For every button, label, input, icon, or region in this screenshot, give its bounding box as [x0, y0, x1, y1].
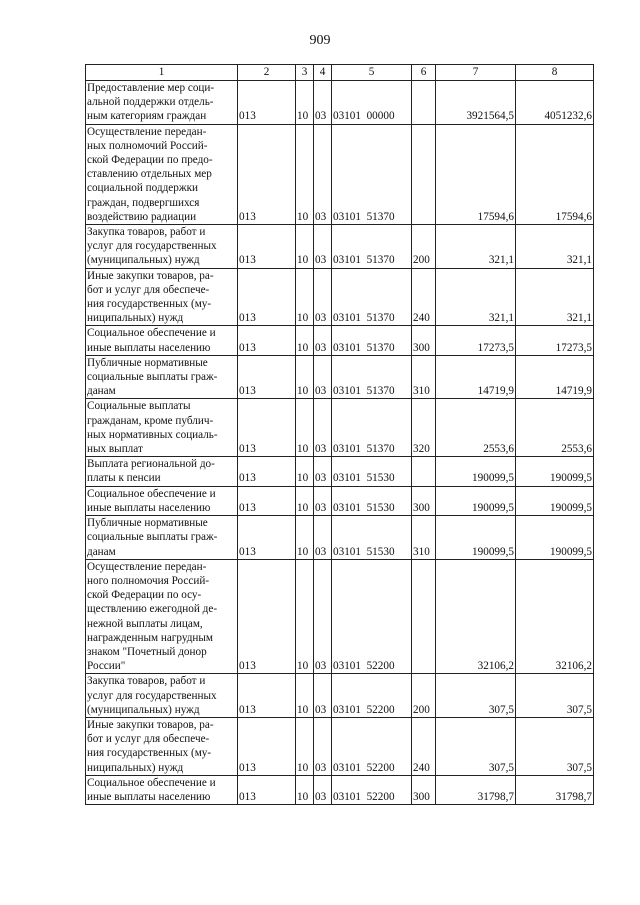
table-row — [86, 674, 594, 718]
target-article-cell: 03101 51370 — [332, 268, 412, 326]
amount-year1-cell: 307,5 — [436, 674, 516, 718]
target-article-cell: 03101 00000 — [332, 81, 412, 125]
admin-code-cell: 013 — [238, 717, 296, 775]
subsection-cell: 03 — [314, 516, 332, 560]
description-line: социальной поддержки — [87, 182, 199, 195]
description-line: услуг для государственных — [87, 240, 217, 253]
description-line: Иные закупки товаров, ра- — [87, 718, 214, 731]
amount-year1-cell: 3921564,5 — [436, 81, 516, 125]
table-row — [86, 775, 594, 804]
description-cell — [86, 457, 238, 486]
section-cell: 10 — [296, 775, 314, 804]
description-line: Социальные выплаты — [87, 400, 191, 413]
table-row — [86, 717, 594, 775]
header-col-1: 1 — [86, 65, 238, 81]
section-cell: 10 — [296, 399, 314, 457]
expense-type-cell: 300 — [412, 486, 436, 515]
description-line: бот и услуг для обеспече- — [87, 283, 210, 296]
target-article-cell: 03101 51370 — [332, 225, 412, 269]
description-line: нежной выплаты лицам, — [87, 617, 203, 630]
amount-year1-cell: 2553,6 — [436, 399, 516, 457]
expense-type-cell — [412, 559, 436, 674]
description-cell — [86, 559, 238, 674]
description-line: ния государственных (му- — [87, 747, 212, 760]
subsection-cell: 03 — [314, 225, 332, 269]
admin-code-cell: 013 — [238, 81, 296, 125]
description-line: социальные выплаты граж- — [87, 531, 218, 544]
description-line: иные выплаты населению — [87, 341, 211, 354]
amount-year2-cell: 2553,6 — [516, 399, 594, 457]
description-line: Социальное обеспечение и — [87, 487, 216, 500]
table-row — [86, 124, 594, 224]
page-number: 909 — [309, 33, 331, 48]
description-cell — [86, 225, 238, 269]
expense-type-cell: 200 — [412, 674, 436, 718]
description-line: ниципальных) нужд — [87, 761, 184, 774]
amount-year2-cell: 190099,5 — [516, 457, 594, 486]
description-cell — [86, 355, 238, 399]
section-cell: 10 — [296, 225, 314, 269]
target-article-cell: 03101 52200 — [332, 775, 412, 804]
description-line: ставлению отдельных мер — [87, 168, 212, 181]
description-line: ской Федерации по осу- — [87, 589, 202, 602]
amount-year1-cell: 31798,7 — [436, 775, 516, 804]
amount-year1-cell: 321,1 — [436, 225, 516, 269]
table-row — [86, 399, 594, 457]
description-line: иные выплаты населению — [87, 790, 211, 803]
expense-type-cell: 200 — [412, 225, 436, 269]
description-line: иные выплаты населению — [87, 501, 211, 514]
amount-year2-cell: 321,1 — [516, 225, 594, 269]
section-cell: 10 — [296, 81, 314, 125]
header-col-6: 6 — [412, 65, 436, 81]
table-row — [86, 225, 594, 269]
description-cell — [86, 516, 238, 560]
header-col-8: 8 — [516, 65, 594, 81]
table-header — [86, 65, 594, 81]
section-cell: 10 — [296, 326, 314, 355]
admin-code-cell: 013 — [238, 516, 296, 560]
target-article-cell: 03101 51530 — [332, 457, 412, 486]
target-article-cell: 03101 51370 — [332, 124, 412, 224]
description-line: Закупка товаров, работ и — [87, 226, 206, 239]
description-line: ществлению ежегодной де- — [87, 603, 218, 616]
section-cell: 10 — [296, 355, 314, 399]
section-cell: 10 — [296, 457, 314, 486]
description-line: ным категориям граждан — [87, 110, 207, 123]
description-line: знаком "Почетный донор — [87, 645, 207, 658]
header-col-5: 5 — [332, 65, 412, 81]
description-line: социальные выплаты граж- — [87, 371, 218, 384]
header-row — [86, 65, 594, 81]
description-line: Осуществление передан- — [87, 125, 207, 138]
description-line: (муниципальных) нужд — [87, 703, 200, 716]
table-row — [86, 326, 594, 355]
description-cell — [86, 674, 238, 718]
subsection-cell: 03 — [314, 326, 332, 355]
description-line: России" — [87, 660, 126, 673]
amount-year1-cell: 17594,6 — [436, 124, 516, 224]
description-line: воздействию радиации — [87, 210, 197, 223]
expense-type-cell: 300 — [412, 326, 436, 355]
description-line: граждан, подвергшихся — [87, 196, 200, 209]
description-line: бот и услуг для обеспече- — [87, 733, 210, 746]
table-row — [86, 268, 594, 326]
amount-year2-cell: 17594,6 — [516, 124, 594, 224]
amount-year1-cell: 190099,5 — [436, 486, 516, 515]
amount-year1-cell: 190099,5 — [436, 516, 516, 560]
budget-table — [85, 64, 594, 805]
subsection-cell: 03 — [314, 674, 332, 718]
amount-year1-cell: 190099,5 — [436, 457, 516, 486]
section-cell: 10 — [296, 717, 314, 775]
section-cell: 10 — [296, 124, 314, 224]
description-cell — [86, 326, 238, 355]
amount-year2-cell: 321,1 — [516, 268, 594, 326]
target-article-cell: 03101 51530 — [332, 486, 412, 515]
description-line: услуг для государственных — [87, 689, 217, 702]
section-cell: 10 — [296, 674, 314, 718]
description-line: (муниципальных) нужд — [87, 254, 200, 267]
subsection-cell: 03 — [314, 124, 332, 224]
header-col-7: 7 — [436, 65, 516, 81]
admin-code-cell: 013 — [238, 775, 296, 804]
description-line: данам — [87, 385, 116, 398]
description-line: гражданам, кроме публич- — [87, 414, 214, 427]
target-article-cell: 03101 51370 — [332, 355, 412, 399]
expense-type-cell — [412, 124, 436, 224]
description-line: ных нормативных социаль- — [87, 428, 218, 441]
admin-code-cell: 013 — [238, 268, 296, 326]
subsection-cell: 03 — [314, 717, 332, 775]
description-line: данам — [87, 545, 116, 558]
description-line: награжденным нагрудным — [87, 631, 214, 644]
description-cell — [86, 399, 238, 457]
target-article-cell: 03101 52200 — [332, 717, 412, 775]
admin-code-cell: 013 — [238, 355, 296, 399]
amount-year2-cell: 14719,9 — [516, 355, 594, 399]
expense-type-cell: 310 — [412, 516, 436, 560]
description-line: ской Федерации по предо- — [87, 154, 213, 167]
description-line: Выплата региональной до- — [87, 458, 215, 471]
admin-code-cell: 013 — [238, 457, 296, 486]
table-row — [86, 486, 594, 515]
subsection-cell: 03 — [314, 486, 332, 515]
amount-year2-cell: 190099,5 — [516, 516, 594, 560]
expense-type-cell: 240 — [412, 268, 436, 326]
target-article-cell: 03101 52200 — [332, 674, 412, 718]
description-cell — [86, 124, 238, 224]
subsection-cell: 03 — [314, 268, 332, 326]
section-cell: 10 — [296, 268, 314, 326]
description-line: Предоставление мер соци- — [87, 82, 215, 94]
description-line: Социальное обеспечение и — [87, 776, 216, 789]
target-article-cell: 03101 52200 — [332, 559, 412, 674]
amount-year2-cell: 307,5 — [516, 674, 594, 718]
expense-type-cell: 240 — [412, 717, 436, 775]
amount-year1-cell: 17273,5 — [436, 326, 516, 355]
admin-code-cell: 013 — [238, 225, 296, 269]
expense-type-cell: 310 — [412, 355, 436, 399]
description-line: альной поддержки отдель- — [87, 96, 214, 109]
description-line: ниципальных) нужд — [87, 312, 184, 325]
description-line: ных полномочий Россий- — [87, 139, 208, 152]
amount-year2-cell: 4051232,6 — [516, 81, 594, 125]
subsection-cell: 03 — [314, 399, 332, 457]
description-line: Закупка товаров, работ и — [87, 675, 206, 688]
description-line: Иные закупки товаров, ра- — [87, 269, 214, 282]
section-cell: 10 — [296, 486, 314, 515]
admin-code-cell: 013 — [238, 399, 296, 457]
expense-type-cell: 320 — [412, 399, 436, 457]
description-cell — [86, 268, 238, 326]
header-col-4: 4 — [314, 65, 332, 81]
target-article-cell: 03101 51370 — [332, 326, 412, 355]
description-line: платы к пенсии — [87, 472, 161, 485]
amount-year2-cell: 32106,2 — [516, 559, 594, 674]
table-row — [86, 81, 594, 125]
amount-year2-cell: 307,5 — [516, 717, 594, 775]
admin-code-cell: 013 — [238, 674, 296, 718]
table-row — [86, 355, 594, 399]
description-line: ного полномочия Россий- — [87, 574, 210, 587]
description-line: Публичные нормативные — [87, 356, 208, 369]
target-article-cell: 03101 51370 — [332, 399, 412, 457]
admin-code-cell: 013 — [238, 124, 296, 224]
table-body — [86, 81, 594, 805]
admin-code-cell: 013 — [238, 559, 296, 674]
target-article-cell: 03101 51530 — [332, 516, 412, 560]
subsection-cell: 03 — [314, 775, 332, 804]
description-line: ния государственных (му- — [87, 298, 212, 311]
expense-type-cell — [412, 81, 436, 125]
amount-year2-cell: 17273,5 — [516, 326, 594, 355]
description-line: ных выплат — [87, 443, 143, 456]
amount-year1-cell: 307,5 — [436, 717, 516, 775]
section-cell: 10 — [296, 516, 314, 560]
expense-type-cell — [412, 457, 436, 486]
amount-year1-cell: 321,1 — [436, 268, 516, 326]
amount-year2-cell: 190099,5 — [516, 486, 594, 515]
header-col-3: 3 — [296, 65, 314, 81]
expense-type-cell: 300 — [412, 775, 436, 804]
subsection-cell: 03 — [314, 355, 332, 399]
admin-code-cell: 013 — [238, 326, 296, 355]
description-cell — [86, 775, 238, 804]
description-line: Осуществление передан- — [87, 560, 207, 573]
amount-year2-cell: 31798,7 — [516, 775, 594, 804]
description-line: Социальное обеспечение и — [87, 327, 216, 340]
description-line: Публичные нормативные — [87, 517, 208, 530]
header-col-2: 2 — [238, 65, 296, 81]
amount-year1-cell: 32106,2 — [436, 559, 516, 674]
amount-year1-cell: 14719,9 — [436, 355, 516, 399]
subsection-cell: 03 — [314, 559, 332, 674]
section-cell: 10 — [296, 559, 314, 674]
subsection-cell: 03 — [314, 457, 332, 486]
description-cell — [86, 717, 238, 775]
admin-code-cell: 013 — [238, 486, 296, 515]
table-row — [86, 457, 594, 486]
subsection-cell: 03 — [314, 81, 332, 125]
description-cell — [86, 486, 238, 515]
table-row — [86, 516, 594, 560]
description-cell — [86, 81, 238, 125]
table-row — [86, 559, 594, 674]
